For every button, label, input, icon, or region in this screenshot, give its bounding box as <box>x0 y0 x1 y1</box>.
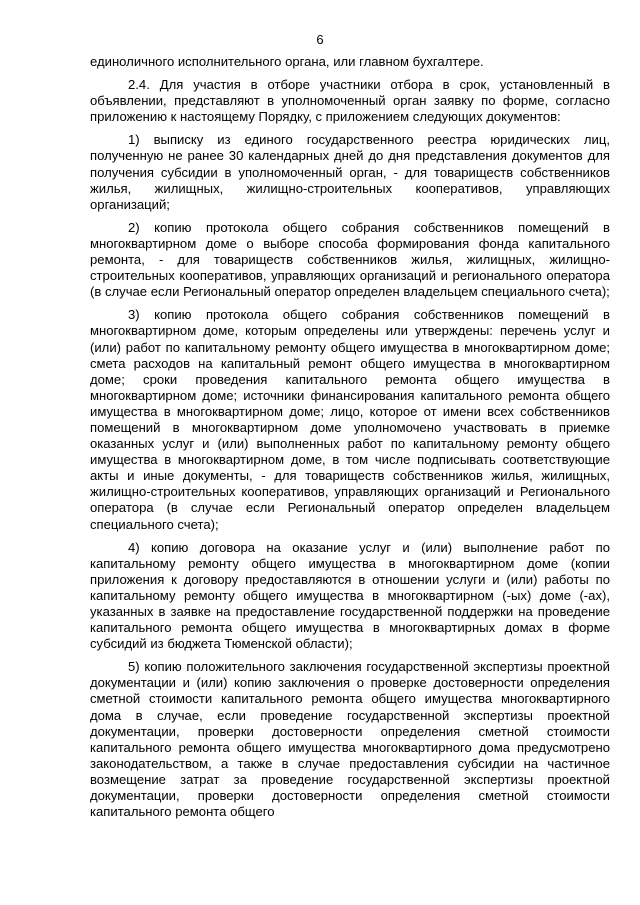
paragraph-continuation: единоличного исполнительного органа, или главном бухгалтере. <box>90 54 484 69</box>
list-item-1-registry-extract: 1) выписку из единого государственного реестра юридических лиц, полученную не ранее 30 календарных дней до дня представления документов для получения субсидии в уполномоченный орган, - для товариществ собственников жилья, жилищных, жилищно-строительных кооперативов, управляющих организаций; <box>90 132 610 212</box>
list-item-4-service-contract: 4) копию договора на оказание услуг и (или) выполнение работ по капитальному ремонту общего имущества в многоквартирном доме (копии приложения к договору предоставляются в отношении услуги и (или) работы по капитальному ремонту общего имущества в многоквартирном (-ых) доме (-ах), указанных в заявке на предоставление государственной поддержки на проведение капитального ремонта общего имущества в многоквартирных домах в форме субсидий из бюджета Тюменской области); <box>90 539 610 652</box>
document-body <box>90 54 610 827</box>
list-item-3-protocol-approvals: 3) копию протокола общего собрания собственников помещений в многоквартирном доме, которым определены или утверждены: перечень услуг и (или) работ по капитальному ремонту общего имущества в многоквартирном доме; смета расходов на капитальный ремонт общего имущества в многоквартирном доме; сроки проведения капитального ремонта общего имущества в многоквартирном доме; источники финансирования капитального ремонта общего имущества в многоквартирном доме; лицо, которое от имени всех собственников помещений в многоквартирном доме уполномочено участвовать в приемке оказанных услуг и (или) выполненных работ по капитальному ремонту общего имущества в многоквартирном доме, в том числе подписывать соответствующие акты и иные документы, - для товариществ собственников жилья, жилищных, жилищно-строительных кооперативов, управляющих организаций и Регионального оператора (в случае если Региональный оператор определен владельцем специального счета); <box>90 307 610 532</box>
paragraph-2-4-application-requirements: 2.4. Для участия в отборе участники отбора в срок, установленный в объявлении, представляют в уполномоченный орган заявку по форме, согласно приложению к настоящему Порядку, с приложением следующих документов: <box>90 77 610 125</box>
page-number: 6 <box>316 32 324 47</box>
list-item-2-protocol-fund-method: 2) копию протокола общего собрания собственников помещений в многоквартирном доме о выборе способа формирования фонда капитального ремонта, - для товариществ собственников жилья, жилищных, жилищно-строительных кооперативов, управляющих организаций и регионального оператора (в случае если Региональный оператор определен владельцем специального счета); <box>90 219 610 300</box>
list-item-5-expertise-conclusion: 5) копию положительного заключения государственной экспертизы проектной документации и (или) копию заключения о проверке достоверности определения сметной стоимости капитального ремонта общего имущества многоквартирного дома в случае, если проведение государственной экспертизы проектной документации, проверки достоверности определения сметной стоимости капитального ремонта общего имущества многоквартирного дома предусмотрено законодательством, а также в случае предоставления субсидии на частичное возмещение затрат за проведение государственной экспертизы проектной документации, проверки достоверности определения сметной стоимости капитального ремонта общего <box>90 659 610 820</box>
